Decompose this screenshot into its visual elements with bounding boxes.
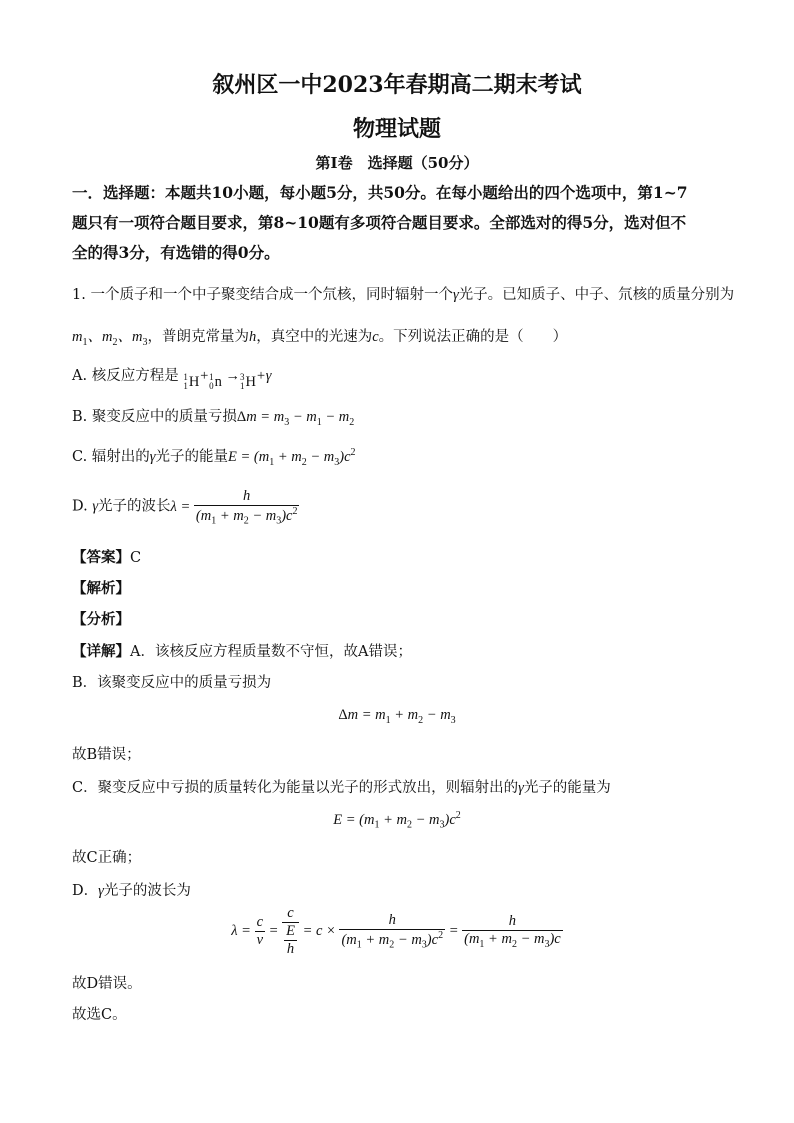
- fenxi-line: [72, 608, 130, 629]
- solution-d-text-b: 光子的波长为: [103, 883, 191, 899]
- answer-value: C: [130, 550, 142, 566]
- gamma-symbol-c: γ: [149, 449, 156, 465]
- detail-line: [72, 640, 412, 661]
- option-b-label: B. 聚变反应中的质量亏损: [72, 409, 237, 425]
- answer-line: [72, 546, 141, 567]
- section-instructions: [72, 178, 722, 268]
- analysis-line: [72, 577, 130, 598]
- q1-stem-text-a: 1. 一个质子和一个中子聚变结合成一个氘核，同时辐射一个: [72, 287, 453, 303]
- option-d-label: D.: [72, 498, 93, 515]
- solution-d-conclusion: 故D错误。: [72, 976, 142, 992]
- light-speed-symbol: c: [372, 329, 379, 345]
- answer-tag: 【答案】: [72, 549, 130, 566]
- option-a-label: A. 核反应方程是: [72, 368, 179, 384]
- instructions-line-2: 题只有一项符合题目要求，第8~10题有多项符合题目要求。全部选对的得5分，选对但不: [72, 213, 687, 232]
- detail-tag: 【详解】: [72, 643, 130, 660]
- option-b: [72, 405, 354, 428]
- analysis-tag: 【解析】: [72, 580, 130, 597]
- q1-stem-text-e: 。下列说法正确的是（ ）: [378, 329, 568, 345]
- exam-title: 叙州区一中2023年春期高二期末考试: [212, 72, 582, 98]
- instructions-line-1: 一．选择题：本题共10小题，每小题5分，共50分。在每小题给出的四个选项中，第1~7: [72, 183, 688, 202]
- option-d: [72, 488, 299, 527]
- option-c: [72, 445, 356, 468]
- solution-d-line: [72, 879, 191, 900]
- option-b-equation: $\Delta m = m_3 - m_1 - m_2$: [236, 409, 355, 428]
- option-d-mid: 光子的波长: [98, 498, 171, 515]
- planck-symbol: h: [248, 329, 257, 345]
- option-a: [72, 364, 271, 391]
- fenxi-tag: 【分析】: [72, 611, 130, 628]
- mass-defect-equation: $\Delta m = m_1 + m_2 - m_3$: [338, 707, 456, 726]
- mass-symbols: $m_1$、$m_2$、$m_3$: [72, 329, 148, 348]
- option-c-equation: $E = (m_1 + m_2 - m_3)c^2$: [228, 447, 356, 468]
- q1-stem-text-b: 光子。已知质子、中子、氘核的质量分别为: [458, 287, 735, 303]
- option-c-mid: 光子的能量: [155, 449, 229, 465]
- q1-stem-text-c: ，普朗克常量为: [147, 329, 249, 345]
- solution-c-text-a: C．聚变反应中亏损的质量转化为能量以光子的形式放出，则辐射出的: [72, 780, 519, 796]
- solution-c-conclusion: 故C正确；: [72, 850, 142, 866]
- solution-d-text-a: D．: [72, 883, 99, 899]
- option-c-label: C. 辐射出的: [72, 449, 150, 465]
- energy-equation: $E = (m_1 + m_2 - m_3)c^2$: [333, 810, 461, 831]
- option-d-equation: λ = $\frac{h}{(m_1 + m_2 - m_3)c^2}$: [170, 488, 298, 527]
- question-1-stem-line-1: [72, 283, 734, 304]
- part-heading: 第Ⅰ卷 选择题（50分）: [315, 154, 479, 172]
- gamma-symbol-sol-d: γ: [98, 883, 104, 899]
- gamma-symbol: γ: [452, 287, 459, 303]
- final-answer: 故选C。: [72, 1007, 127, 1023]
- gamma-symbol-sol-c: γ: [518, 780, 524, 796]
- instructions-line-3: 全的得3分，有选错的得0分。: [72, 243, 280, 262]
- question-1-stem-line-2: [72, 325, 567, 348]
- solution-c-text-b: 光子的能量为: [523, 780, 611, 796]
- wavelength-equation: λ = $\frac{c}{\nu}$ = $\frac{c}{\frac{E}{h}}$ = c × $\frac{h}{(m_1 + m_2 - m_3)c^2}$ = $\frac{h}{(m_1 + m_2 - m_3)c}$: [231, 905, 561, 957]
- solution-b-line: B．该聚变反应中的质量亏损为: [72, 675, 272, 691]
- subject-title: 物理试题: [352, 116, 441, 142]
- detail-a-text: A．该核反应方程质量数不守恒，故A错误；: [130, 644, 412, 660]
- solution-c-line: [72, 776, 611, 797]
- solution-b-conclusion: 故B错误；: [72, 747, 141, 763]
- gamma-symbol-d: γ: [92, 498, 99, 515]
- q1-stem-text-d: ，真空中的光速为: [256, 329, 373, 345]
- option-a-equation: 1 1 H + 1 0 n → 3 1 H +γ: [183, 368, 272, 391]
